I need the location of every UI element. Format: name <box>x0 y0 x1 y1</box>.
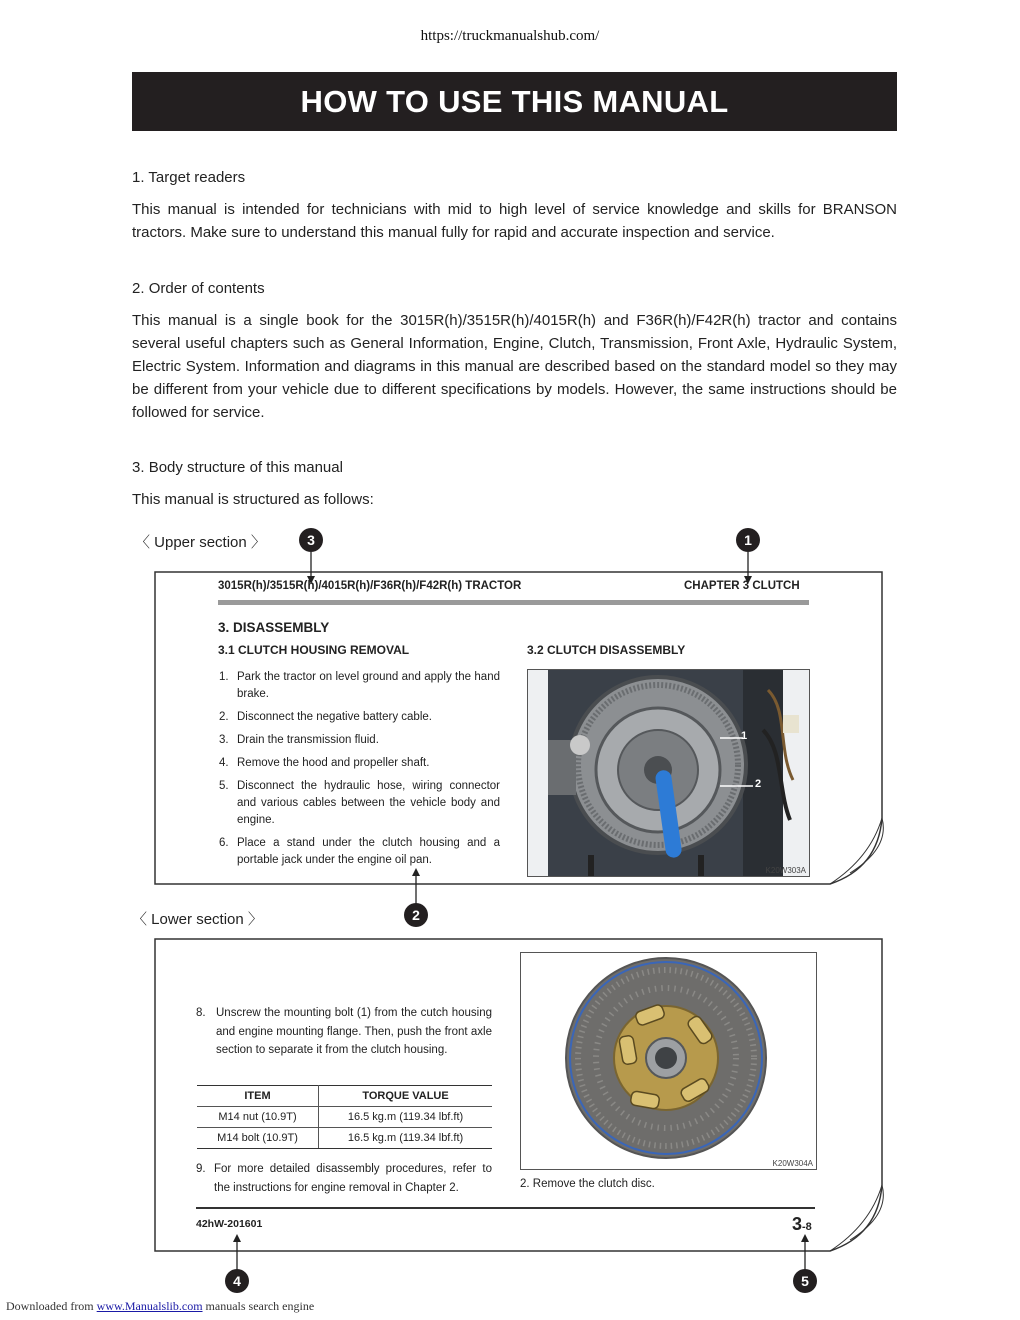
footer-prefix: Downloaded from <box>6 1299 97 1313</box>
step-3: 3. Drain the transmission fluid. <box>219 734 379 746</box>
removal-steps <box>219 669 500 875</box>
step-8-number: 8. <box>196 1007 206 1019</box>
page-title: HOW TO USE THIS MANUAL <box>132 72 897 131</box>
disassembly-title: 3. DISASSEMBLY <box>218 620 330 635</box>
step-9-text: For more detailed disassembly procedures, refer to the instructions for engine removal in Chapter 2. <box>214 1163 492 1194</box>
arrow-2 <box>405 866 425 904</box>
step-2: 2. Disconnect the negative battery cable. <box>219 711 432 723</box>
arrow-5 <box>794 1232 814 1270</box>
photo-label-1: 1 <box>741 730 748 742</box>
chapter-header: CHAPTER 3 CLUTCH <box>684 580 800 592</box>
table-cell-torque: 16.5 kg.m (119.34 lbf.ft) <box>319 1128 492 1149</box>
arrow-4 <box>226 1232 246 1270</box>
subsection-3-1: 3.1 CLUTCH HOUSING REMOVAL <box>218 643 410 657</box>
section-3-text: This manual is structured as follows: <box>132 491 374 508</box>
callout-3: 3 <box>299 528 323 552</box>
callout-5: 5 <box>793 1269 817 1293</box>
table-cell-torque: 16.5 kg.m (119.34 lbf.ft) <box>319 1107 492 1128</box>
document-code: 42hW-201601 <box>196 1218 263 1230</box>
section-3-title: Body structure of this manual <box>148 459 343 476</box>
step-8 <box>196 1004 492 1060</box>
table-cell-item: M14 nut (10.9T) <box>197 1107 319 1128</box>
section-2-text: This manual is a single book for the 3015R(h)/3515R(h)/4015R(h) and F36R(h)/F42R(h) tractor and contains several useful chapters such as General Information, Engine, Clutch, Transmission, Front Axle, Hydraulic System, Electric System. Information and diagrams in this manual are described based on the standard model so they may be different from your vehicle due to different specifications by models. However, the same instructions should be followed for service. <box>132 312 897 421</box>
step-4: 4. Remove the hood and propeller shaft. <box>219 757 430 769</box>
section-1-text: This manual is intended for technicians with mid to high level of service knowledge and skills for BRANSON tractors. Make sure to understand this manual fully for rapid and accurate inspection and service. <box>132 201 897 241</box>
section-2-number: 2. <box>132 280 145 297</box>
section-1-heading <box>132 169 245 186</box>
table-row <box>197 1107 492 1128</box>
step-9 <box>196 1160 492 1197</box>
section-2-title: Order of contents <box>148 280 265 297</box>
clutch-disc-illustration <box>521 953 816 1169</box>
subsection-3-2: 3.2 CLUTCH DISASSEMBLY <box>527 643 686 657</box>
lower-section-label: 〈 Lower section 〉 <box>132 911 263 928</box>
clutch-housing-photo <box>527 669 810 877</box>
step-8-text: Unscrew the mounting bolt (1) from the cutch housing and engine mounting flange. Then, push the front axle section to separate it from the clutch housing. <box>216 1007 492 1056</box>
step-1: 1. Park the tractor on level ground and apply the hand brake. <box>219 671 500 700</box>
callout-2: 2 <box>404 903 428 927</box>
callout-4: 4 <box>225 1269 249 1293</box>
model-header: 3015R(h)/3515R(h)/4015R(h)/F36R(h)/F42R(h) TRACTOR <box>218 580 522 592</box>
photo-caption: 2. Remove the clutch disc. <box>520 1178 655 1190</box>
table-row <box>197 1128 492 1149</box>
download-footer <box>6 1299 314 1314</box>
section-3-heading <box>132 459 343 476</box>
step-5: 5. Disconnect the hydraulic hose, wiring connector and various cables between the vehicle body and engine. <box>219 780 500 826</box>
torque-table-wrap <box>197 1085 492 1149</box>
manualslib-link[interactable]: www.Manualslib.com <box>96 1299 203 1313</box>
section-2-heading <box>132 280 265 297</box>
table-cell-item: M14 bolt (10.9T) <box>197 1128 319 1149</box>
clutch-housing-illustration <box>528 670 809 876</box>
footer-rule <box>196 1207 815 1209</box>
section-3-number: 3. <box>132 459 145 476</box>
page-number-chapter: 3 <box>792 1214 803 1234</box>
table-header-item: ITEM <box>197 1086 319 1107</box>
section-1-title: Target readers <box>148 169 246 186</box>
source-url[interactable]: https://truckmanualshub.com/ <box>420 28 600 44</box>
footer-suffix: manuals search engine <box>202 1299 315 1313</box>
callout-1: 1 <box>736 528 760 552</box>
page-number-sub: -8 <box>802 1221 812 1233</box>
upper-section-label: 〈 Upper section 〉 <box>135 534 266 551</box>
clutch-disc-photo <box>520 952 817 1170</box>
photo-label-2: 2 <box>755 778 762 790</box>
photo-code-2: K20W304A <box>772 1159 813 1168</box>
torque-table <box>197 1085 492 1149</box>
section-1-number: 1. <box>132 169 145 186</box>
header-rule <box>218 600 809 605</box>
table-header-torque: TORQUE VALUE <box>319 1086 492 1107</box>
step-6: 6. Place a stand under the clutch housing and a portable jack under the engine oil pan. <box>219 837 500 866</box>
photo-code-1: K20W303A <box>765 866 806 875</box>
step-9-number: 9. <box>196 1163 206 1175</box>
